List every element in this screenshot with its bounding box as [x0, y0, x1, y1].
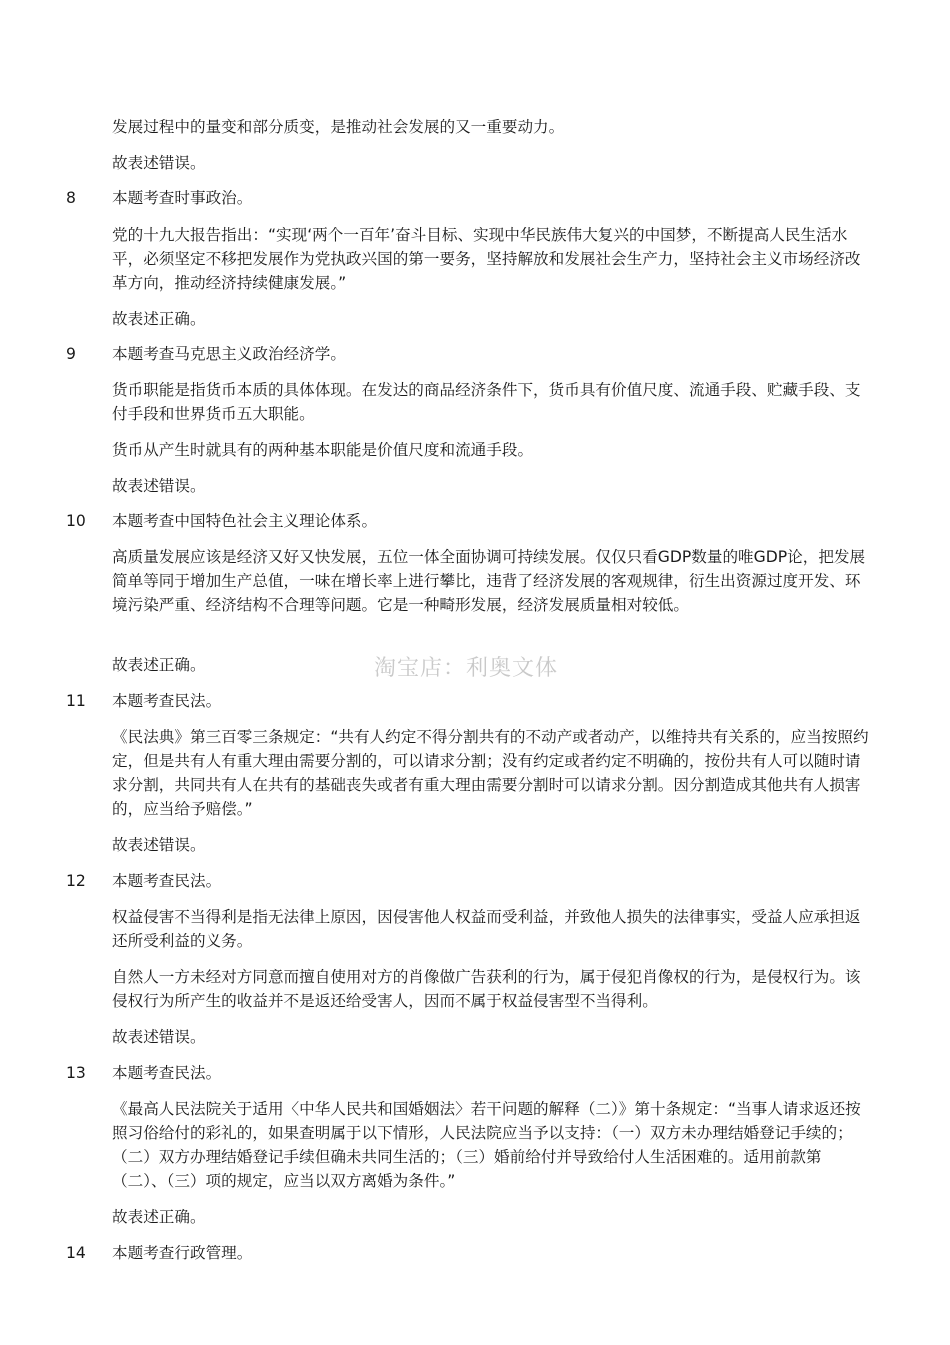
question-number-14: 14: [66, 1244, 86, 1262]
paragraph-text: 自然人一方未经对方同意而擅自使用对方的肖像做广告获利的行为，属于侵犯肖像权的行为，是侵权行为。该侵权行为所产生的收益并不是返还给受害人，因而不属于权益侵害型不当得利。: [112, 968, 861, 1010]
paragraph-text: 党的十九大报告指出：“实现‘两个一百年’奋斗目标、实现中华民族伟大复兴的中国梦，不断提高人民生活水平，必须坚定不移把发展作为党执政兴国的第一要务，坚持解放和发展社会生产力，坚持社会主义市场经济改革方向，推动经济持续健康发展。”: [112, 226, 861, 292]
paragraph-text: 高质量发展应该是经济又好又快发展，五位一体全面协调可持续发展。仅仅只看GDP数量的唯GDP论，把发展简单等同于增加生产总值，一味在增长率上进行攀比，违背了经济发展的客观规律，衍生出资源过度开发、环境污染严重、经济结构不合理等问题。它是一种畸形发展，经济发展质量相对较低。: [112, 548, 866, 614]
paragraph-text: 权益侵害不当得利是指无法律上原因，因侵害他人权益而受利益，并致他人损失的法律事实，受益人应承担返还所受利益的义务。: [112, 908, 861, 950]
question-topic-9: 本题考查马克思主义政治经济学。: [112, 345, 346, 363]
conclusion-text: 故表述错误。: [112, 477, 206, 495]
question-topic-10: 本题考查中国特色社会主义理论体系。: [112, 512, 378, 530]
conclusion-text: 故表述错误。: [112, 836, 206, 854]
paragraph-text: 货币职能是指货币本质的具体体现。在发达的商品经济条件下，货币具有价值尺度、流通手段、贮藏手段、支付手段和世界货币五大职能。: [112, 381, 861, 423]
paragraph-text: 《民法典》第三百零三条规定：“共有人约定不得分割共有的不动产或者动产，以维持共有关系的，应当按照约定，但是共有人有重大理由需要分割的，可以请求分割；没有约定或者约定不明确的，按份共有人可以随时请求分割，共同共有人在共有的基础丧失或者有重大理由需要分割时可以请求分割。因分割造成其他共有人损害的，应当给予赔偿。”: [112, 728, 869, 818]
question-topic-13: 本题考查民法。: [112, 1064, 222, 1082]
question-topic-12: 本题考查民法。: [112, 872, 222, 890]
paragraph-text: 发展过程中的量变和部分质变，是推动社会发展的又一重要动力。: [112, 118, 565, 136]
question-topic-14: 本题考查行政管理。: [112, 1244, 253, 1262]
conclusion-text: 故表述错误。: [112, 154, 206, 172]
watermark: 淘宝店：利奥文体: [374, 656, 559, 681]
question-number-10: 10: [66, 512, 86, 530]
question-number-9: 9: [66, 345, 76, 363]
conclusion-text: 故表述错误。: [112, 1028, 206, 1046]
question-number-12: 12: [66, 872, 86, 890]
question-number-13: 13: [66, 1064, 86, 1082]
conclusion-text: 故表述正确。: [112, 656, 206, 674]
question-number-8: 8: [66, 189, 76, 207]
paragraph-text: 《最高人民法院关于适用〈中华人民共和国婚姻法〉若干问题的解释（二）》第十条规定：“当事人请求返还按照习俗给付的彩礼的，如果查明属于以下情形，人民法院应当予以支持：（一）双方未办理结婚登记手续的；（二）双方办理结婚登记手续但确未共同生活的；（三）婚前给付并导致给付人生活困难的。适用前款第（二）、（三）项的规定，应当以双方离婚为条件。”: [112, 1100, 861, 1190]
conclusion-text: 故表述正确。: [112, 1208, 206, 1226]
conclusion-text: 故表述正确。: [112, 310, 206, 328]
paragraph-text: 货币从产生时就具有的两种基本职能是价值尺度和流通手段。: [112, 441, 534, 459]
question-topic-8: 本题考查时事政治。: [112, 189, 253, 207]
question-number-11: 11: [66, 692, 86, 710]
question-topic-11: 本题考查民法。: [112, 692, 222, 710]
